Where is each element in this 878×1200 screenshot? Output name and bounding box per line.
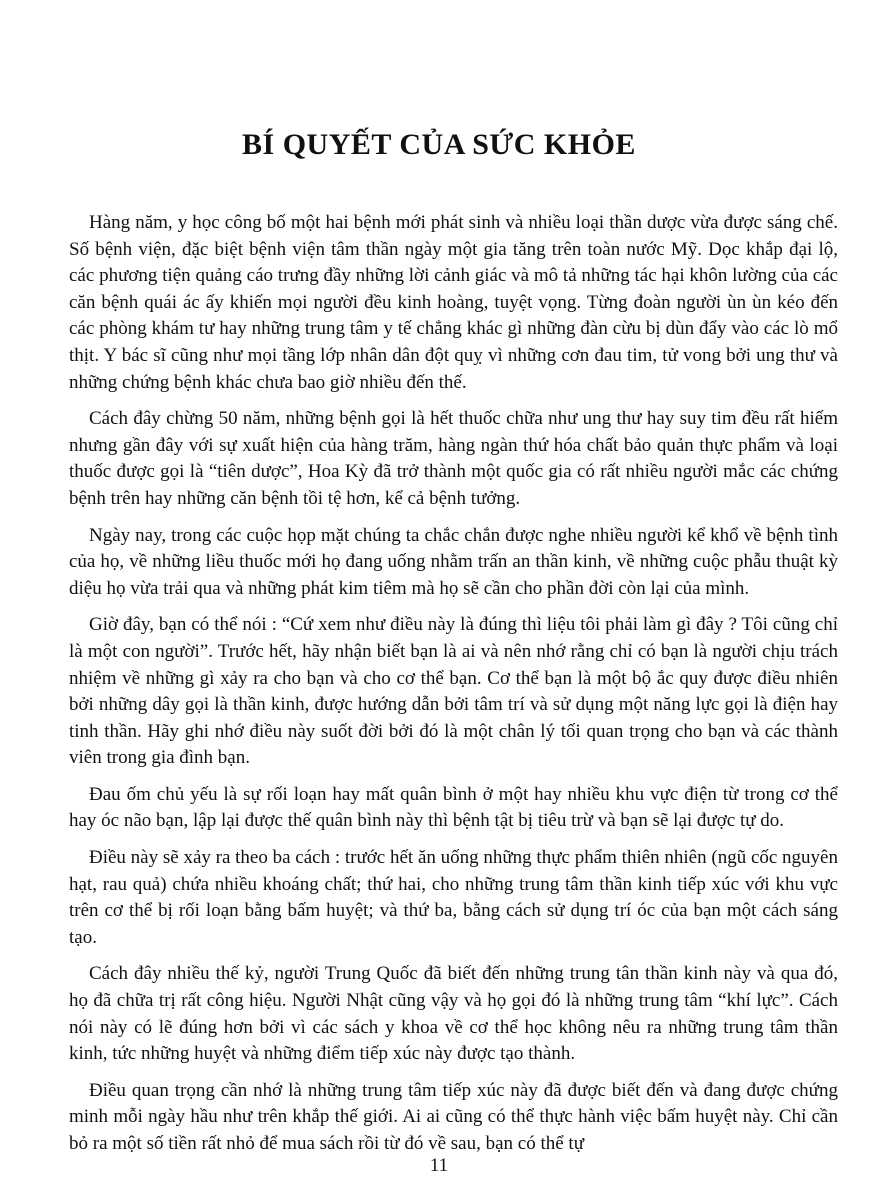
body-text: [69, 210, 838, 1168]
paragraph-6: Điều này sẽ xảy ra theo ba cách : trước hết ăn uống những thực phẩm thiên nhiên (ngũ cốc nguyên hạt, rau quả) chứa nhiều khoáng chất; thứ hai, cho những trung tâm thần kinh tiếp xúc với khu vực trên cơ thể bị rối loạn bằng bấm huyệt; và thứ ba, bằng cách sử dụng trí óc của bạn một cách sáng tạo.: [69, 847, 838, 948]
paragraph-2: Cách đây chừng 50 năm, những bệnh gọi là hết thuốc chữa như ung thư hay suy tim đều rất hiếm nhưng gần đây với sự xuất hiện của hàng trăm, hàng ngàn thứ hóa chất bảo quản thực phẩm và loại thuốc được gọi là “tiên dược”, Hoa Kỳ đã trở thành một quốc gia có rất nhiều người mắc các chứng bệnh trên hay những căn bệnh tồi tệ hơn, kể cả bệnh tưởng.: [69, 408, 838, 509]
paragraph-7: Cách đây nhiều thế kỷ, người Trung Quốc đã biết đến những trung tân thần kinh này và qua đó, họ đã chữa trị rất công hiệu. Người Nhật cũng vậy và họ gọi đó là những trung tâm “khí lực”. Cách nói này có lẽ đúng hơn bởi vì các sách y khoa về cơ thể học không nêu ra những trung tâm thần kinh, tức những huyệt và những điểm tiếp xúc này được tạo thành.: [69, 963, 838, 1065]
paragraph-8: Điều quan trọng cần nhớ là những trung tâm tiếp xúc này đã được biết đến và đang được chứng minh mỗi ngày hầu như trên khắp thế giới. Ai ai cũng có thể thực hành việc bấm huyệt này. Chỉ cần bỏ ra một số tiền rất nhỏ để mua sách rồi từ đó về sau, bạn có thể tự: [69, 1079, 838, 1154]
paragraph-4: Giờ đây, bạn có thể nói : “Cứ xem như điều này là đúng thì liệu tôi phải làm gì đây ? Tôi cũng chỉ là một con người”. Trước hết, hãy nhận biết bạn là ai và nên nhớ rằng chỉ có bạn là người chịu trách nhiệm về những gì xảy ra cho bạn và cho cơ thể bạn. Cơ thể bạn là một bộ ắc quy được điều nhiên bởi những dây gọi là thần kinh, được hướng dẫn bởi tâm trí và sử dụng một năng lực gọi là điện hay tinh thần. Hãy ghi nhớ điều này suốt đời bởi đó là một chân lý tối quan trọng cho bạn và các thành viên trong gia đình bạn.: [69, 614, 838, 769]
page-number: 11: [429, 1155, 449, 1176]
paragraph-5: Đau ốm chủ yếu là sự rối loạn hay mất quân bình ở một hay nhiều khu vực điện từ trong cơ thể hay óc não bạn, lập lại được thế quân bình này thì bệnh tật bị tiêu trừ và bạn sẽ lại được tự do.: [69, 783, 838, 832]
paragraph-3: Ngày nay, trong các cuộc họp mặt chúng ta chắc chắn được nghe nhiều người kể khổ về bệnh tình của họ, về những liều thuốc mới họ đang uống nhằm trấn an thần kinh, về những cuộc phẫu thuật kỳ diệu họ vừa trải qua và những phát kim tiêm mà họ sẽ cần cho phần đời còn lại của mình.: [69, 524, 838, 599]
page-title: BÍ QUYẾT CỦA SỨC KHỎE: [242, 128, 636, 161]
paragraph-1: Hàng năm, y học công bố một hai bệnh mới phát sinh và nhiều loại thần dược vừa được sáng chế. Số bệnh viện, đặc biệt bệnh viện tâm thần ngày một gia tăng trên toàn nước Mỹ. Dọc khắp đại lộ, các phương tiện quảng cáo trưng đầy những lời cảnh giác và mô tả những tác hại khôn lường của các căn bệnh quái ác ấy khiến mọi người đều kinh hoàng, tuyệt vọng. Từng đoàn người ùn ùn kéo đến các phòng khám tư hay những trung tâm y tế chẳng khác gì những đàn cừu bị dùn đẩy vào các lò mổ thịt. Y bác sĩ cũng như mọi tầng lớp nhân dân đột quỵ vì những cơn đau tim, tử vong bởi ung thư và những chứng bệnh khác chưa bao giờ nhiều đến thế.: [69, 212, 838, 393]
